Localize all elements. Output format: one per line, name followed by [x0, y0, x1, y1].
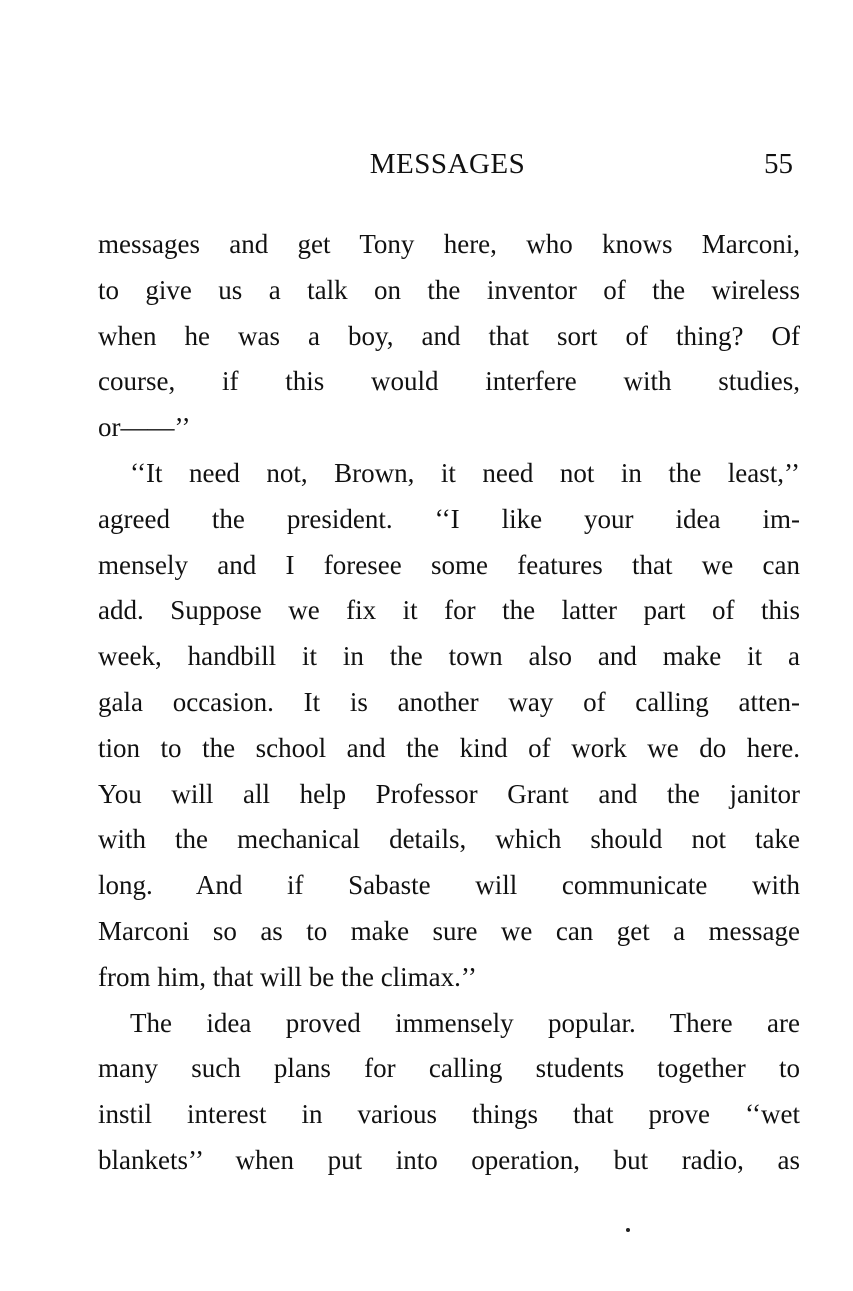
text-line: from him, that will be the climax.’’	[98, 961, 477, 992]
running-title: MESSAGES	[369, 148, 526, 180]
page-number: 55	[764, 148, 793, 180]
text-line: with the mechanical details, which should not take	[98, 824, 800, 855]
text-line: blankets’’ when put into operation, but radio, as	[98, 1144, 800, 1175]
ink-speck	[626, 1228, 630, 1232]
text-line: when he was a boy, and that sort of thing? Of	[98, 320, 800, 351]
text-line: many such plans for calling students together to	[98, 1053, 800, 1084]
text-line: to give us a talk on the inventor of the wireless	[98, 274, 800, 305]
text-line: tion to the school and the kind of work we do here.	[98, 732, 800, 763]
text-line: mensely and I foresee some features that we can	[98, 549, 800, 580]
text-line: instil interest in various things that prove ‘‘wet	[98, 1099, 800, 1130]
text-line: The idea proved immensely popular. There are	[130, 1007, 800, 1038]
page-header	[0, 146, 853, 182]
text-line: agreed the president. ‘‘I like your idea im-	[98, 503, 800, 534]
text-line: long. And if Sabaste will communicate with	[98, 870, 800, 901]
text-line: course, if this would interfere with studies,	[98, 366, 800, 397]
text-line: messages and get Tony here, who knows Marconi,	[98, 229, 800, 259]
text-line: or——’’	[98, 412, 191, 443]
body-text	[98, 222, 800, 1184]
text-line: You will all help Professor Grant and the janitor	[98, 778, 800, 809]
text-line: gala occasion. It is another way of calling atten-	[98, 686, 800, 717]
text-line: Marconi so as to make sure we can get a message	[98, 915, 800, 946]
text-line: add. Suppose we fix it for the latter part of this	[98, 595, 800, 626]
text-line: ‘‘It need not, Brown, it need not in the least,’’	[130, 457, 800, 488]
text-line: week, handbill it in the town also and make it a	[98, 641, 800, 672]
